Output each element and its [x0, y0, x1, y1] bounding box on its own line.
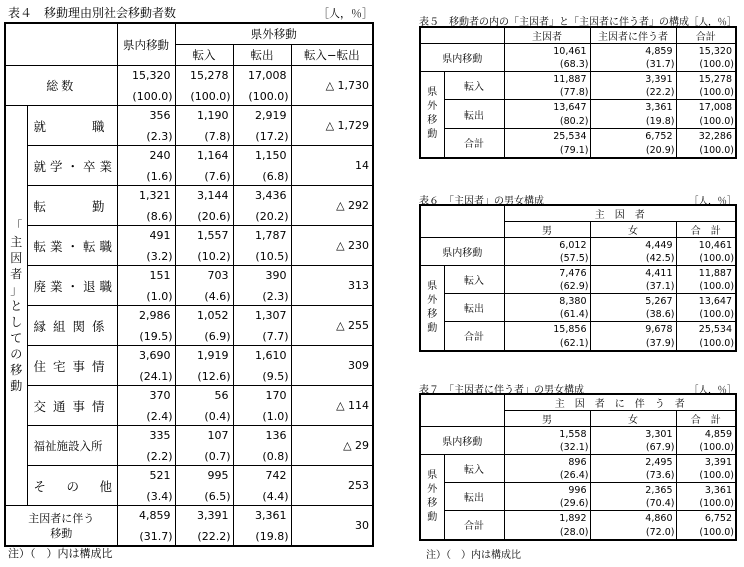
- table6-title: 表６ 「主因者」の男女構成: [419, 196, 544, 207]
- table5-corner: [420, 27, 504, 44]
- table-row: [420, 427, 736, 455]
- cell-c3: 6,752 (100.0): [676, 511, 736, 540]
- cell-c1: 15,856 (62.1): [504, 322, 590, 351]
- table5-title: 表５ 移動者の内の「主因者」と「主因者に伴う者」の構成: [419, 17, 689, 28]
- cell-out: 3,361 (19.8): [233, 506, 291, 547]
- cell-in: 1,052 (6.9): [175, 306, 233, 346]
- cell-c2: 4,449 (42.5): [590, 238, 676, 266]
- cell-c3: 3,391 (100.0): [676, 455, 736, 483]
- table7-group-header: 主 因 者 に 伴 う 者: [504, 394, 736, 411]
- cell-c1: 996 (29.6): [504, 483, 590, 511]
- row-label: 県内移動: [420, 238, 504, 266]
- cell-net: △ 29: [291, 426, 373, 466]
- row-label: 転出: [444, 100, 504, 129]
- table4: [4, 22, 374, 547]
- cell-c3: 4,859 (100.0): [676, 427, 736, 455]
- table-row: [420, 455, 736, 483]
- row-label: 転 勤: [27, 186, 117, 226]
- cell-c2: 3,391 (22.2): [590, 72, 676, 100]
- table6-group-header: 主 因 者: [504, 205, 736, 222]
- cell-net: 309: [291, 346, 373, 386]
- table-row: [420, 72, 736, 100]
- row-label: そ の 他: [27, 466, 117, 506]
- table5-header-c2: 主因者に伴う者: [590, 27, 676, 44]
- row-label: 就 職: [27, 106, 117, 146]
- table7: [419, 393, 737, 541]
- cell-out: 17,008 (100.0): [233, 66, 291, 106]
- cell-c1: 11,887 (77.8): [504, 72, 590, 100]
- table-row: [5, 426, 373, 466]
- table-row: [5, 346, 373, 386]
- row-label: 転入: [444, 266, 504, 294]
- cell-intra: 15,320 (100.0): [117, 66, 175, 106]
- table-row: [5, 146, 373, 186]
- cell-c1: 8,380 (61.4): [504, 294, 590, 322]
- table-row: [420, 266, 736, 294]
- cell-c1: 13,647 (80.2): [504, 100, 590, 129]
- cell-c3: 10,461 (100.0): [676, 238, 736, 266]
- row-label: 県内移動: [420, 427, 504, 455]
- row-label: 転入: [444, 72, 504, 100]
- table6: [419, 204, 737, 352]
- cell-c2: 2,495 (73.6): [590, 455, 676, 483]
- cell-c3: 32,286 (100.0): [676, 129, 736, 158]
- table7-header-c1: 男: [504, 411, 590, 427]
- cell-c3: 11,887 (100.0): [676, 266, 736, 294]
- cell-c3: 15,320 (100.0): [676, 44, 736, 72]
- inter-label: 県 外 移 動: [420, 455, 444, 540]
- row-label: 合計: [444, 511, 504, 540]
- cell-in: 1,164 (7.6): [175, 146, 233, 186]
- inter-label: 県 外 移 動: [420, 72, 444, 158]
- cell-net: 313: [291, 266, 373, 306]
- table4-note: 注）（ ）内は構成比: [8, 547, 113, 560]
- row-label: 交通事情: [27, 386, 117, 426]
- table5-header-c3: 合計: [676, 27, 736, 44]
- table-row: [420, 44, 736, 72]
- table-row: [420, 511, 736, 540]
- row-label: 就学・卒業: [27, 146, 117, 186]
- table5: [419, 26, 737, 159]
- cell-out: 3,436 (20.2): [233, 186, 291, 226]
- cell-in: 1,919 (12.6): [175, 346, 233, 386]
- cell-net: △ 292: [291, 186, 373, 226]
- cell-c1: 896 (26.4): [504, 455, 590, 483]
- cell-intra: 3,690 (24.1): [117, 346, 175, 386]
- table4-unit: ［人，％］: [318, 7, 373, 20]
- cell-net: 30: [291, 506, 373, 547]
- cell-in: 1,557 (10.2): [175, 226, 233, 266]
- row-label: 福祉施設入所: [27, 426, 117, 466]
- cell-in: 56 (0.4): [175, 386, 233, 426]
- row-label: 住宅事情: [27, 346, 117, 386]
- table4-total-row: [5, 66, 373, 106]
- table-row: [420, 238, 736, 266]
- table4-title: 表４ 移動理由別社会移動者数: [8, 6, 177, 20]
- cell-out: 1,150 (6.8): [233, 146, 291, 186]
- table4-header-intra: 県内移動: [117, 23, 175, 66]
- cell-c2: 2,365 (70.4): [590, 483, 676, 511]
- cell-c3: 3,361 (100.0): [676, 483, 736, 511]
- row-label: 合計: [444, 322, 504, 351]
- table6-unit: ［人，％］: [689, 196, 737, 207]
- cell-c1: 25,534 (79.1): [504, 129, 590, 158]
- row-label: 転出: [444, 483, 504, 511]
- cell-c2: 9,678 (37.9): [590, 322, 676, 351]
- cell-net: △ 1,729: [291, 106, 373, 146]
- cell-in: 3,144 (20.6): [175, 186, 233, 226]
- table-row: [5, 266, 373, 306]
- table7-note: 注）（ ）内は構成比: [426, 550, 521, 561]
- row-label: 転入: [444, 455, 504, 483]
- cell-intra: 2,986 (19.5): [117, 306, 175, 346]
- cell-c2: 4,860 (72.0): [590, 511, 676, 540]
- table4-header-out: 転出: [233, 45, 291, 66]
- cell-net: 253: [291, 466, 373, 506]
- table4-accompany-row: [5, 506, 373, 547]
- table6-header-c3: 合 計: [676, 222, 736, 238]
- cell-intra: 4,859 (31.7): [117, 506, 175, 547]
- cell-net: △ 230: [291, 226, 373, 266]
- row-label: 合計: [444, 129, 504, 158]
- row-label: 総数: [5, 66, 117, 106]
- table-row: [420, 483, 736, 511]
- cell-c1: 1,558 (32.1): [504, 427, 590, 455]
- cell-c2: 6,752 (20.9): [590, 129, 676, 158]
- cell-c2: 4,859 (31.7): [590, 44, 676, 72]
- cell-in: 995 (6.5): [175, 466, 233, 506]
- cell-intra: 491 (3.2): [117, 226, 175, 266]
- cell-in: 107 (0.7): [175, 426, 233, 466]
- table4-header-in: 転入: [175, 45, 233, 66]
- table5-header-c1: 主因者: [504, 27, 590, 44]
- cell-in: 3,391 (22.2): [175, 506, 233, 547]
- row-label: 廃業・退職: [27, 266, 117, 306]
- cell-c3: 17,008 (100.0): [676, 100, 736, 129]
- cell-out: 1,307 (7.7): [233, 306, 291, 346]
- cell-out: 390 (2.3): [233, 266, 291, 306]
- row-label: 縁組関係: [27, 306, 117, 346]
- cell-out: 1,610 (9.5): [233, 346, 291, 386]
- cell-out: 136 (0.8): [233, 426, 291, 466]
- inter-label: 県 外 移 動: [420, 266, 444, 351]
- row-label: 転出: [444, 294, 504, 322]
- cell-in: 703 (4.6): [175, 266, 233, 306]
- cell-c1: 1,892 (28.0): [504, 511, 590, 540]
- cell-c3: 13,647 (100.0): [676, 294, 736, 322]
- cell-in: 1,190 (7.8): [175, 106, 233, 146]
- table-row: [420, 294, 736, 322]
- cell-intra: 356 (2.3): [117, 106, 175, 146]
- cell-out: 2,919 (17.2): [233, 106, 291, 146]
- table7-header-c3: 合 計: [676, 411, 736, 427]
- table7-unit: ［人，％］: [689, 385, 737, 396]
- table5-unit: ［人，％］: [689, 17, 737, 28]
- row-label: 主因者に伴う 移動: [5, 506, 117, 547]
- table4-header-inter: 県外移動: [175, 23, 373, 45]
- cell-in: 15,278 (100.0): [175, 66, 233, 106]
- cell-net: △ 1,730: [291, 66, 373, 106]
- cell-net: △ 114: [291, 386, 373, 426]
- cell-c2: 3,361 (19.8): [590, 100, 676, 129]
- cell-c2: 5,267 (38.6): [590, 294, 676, 322]
- cell-c3: 25,534 (100.0): [676, 322, 736, 351]
- table-row: [5, 186, 373, 226]
- cell-out: 1,787 (10.5): [233, 226, 291, 266]
- table-row: [5, 386, 373, 426]
- cell-intra: 335 (2.2): [117, 426, 175, 466]
- cell-c3: 15,278 (100.0): [676, 72, 736, 100]
- cell-c1: 6,012 (57.5): [504, 238, 590, 266]
- cell-c2: 3,301 (67.9): [590, 427, 676, 455]
- table-row: [5, 306, 373, 346]
- table-row: [420, 322, 736, 351]
- cell-intra: 151 (1.0): [117, 266, 175, 306]
- cell-out: 742 (4.4): [233, 466, 291, 506]
- cell-c1: 10,461 (68.3): [504, 44, 590, 72]
- table-row: [420, 100, 736, 129]
- cell-net: △ 255: [291, 306, 373, 346]
- table-row: [5, 226, 373, 266]
- table7-corner: [420, 394, 504, 427]
- table4-header-net: 転入−転出: [291, 45, 373, 66]
- category-label: 「 主 因 者 」 と し て の 移 動: [5, 106, 27, 506]
- cell-intra: 1,321 (8.6): [117, 186, 175, 226]
- cell-intra: 240 (1.6): [117, 146, 175, 186]
- table4-corner: [5, 23, 117, 66]
- cell-c1: 7,476 (62.9): [504, 266, 590, 294]
- table6-header-c1: 男: [504, 222, 590, 238]
- cell-out: 170 (1.0): [233, 386, 291, 426]
- table-row: [5, 106, 373, 146]
- table6-header-c2: 女: [590, 222, 676, 238]
- row-label: 県内移動: [420, 44, 504, 72]
- cell-intra: 521 (3.4): [117, 466, 175, 506]
- table-row: [420, 129, 736, 158]
- row-label: 転業・転職: [27, 226, 117, 266]
- table-row: [5, 466, 373, 506]
- table7-header-c2: 女: [590, 411, 676, 427]
- cell-c2: 4,411 (37.1): [590, 266, 676, 294]
- table7-title: 表７ 「主因者に伴う者」の男女構成: [419, 385, 584, 396]
- cell-net: 14: [291, 146, 373, 186]
- cell-intra: 370 (2.4): [117, 386, 175, 426]
- table6-corner: [420, 205, 504, 238]
